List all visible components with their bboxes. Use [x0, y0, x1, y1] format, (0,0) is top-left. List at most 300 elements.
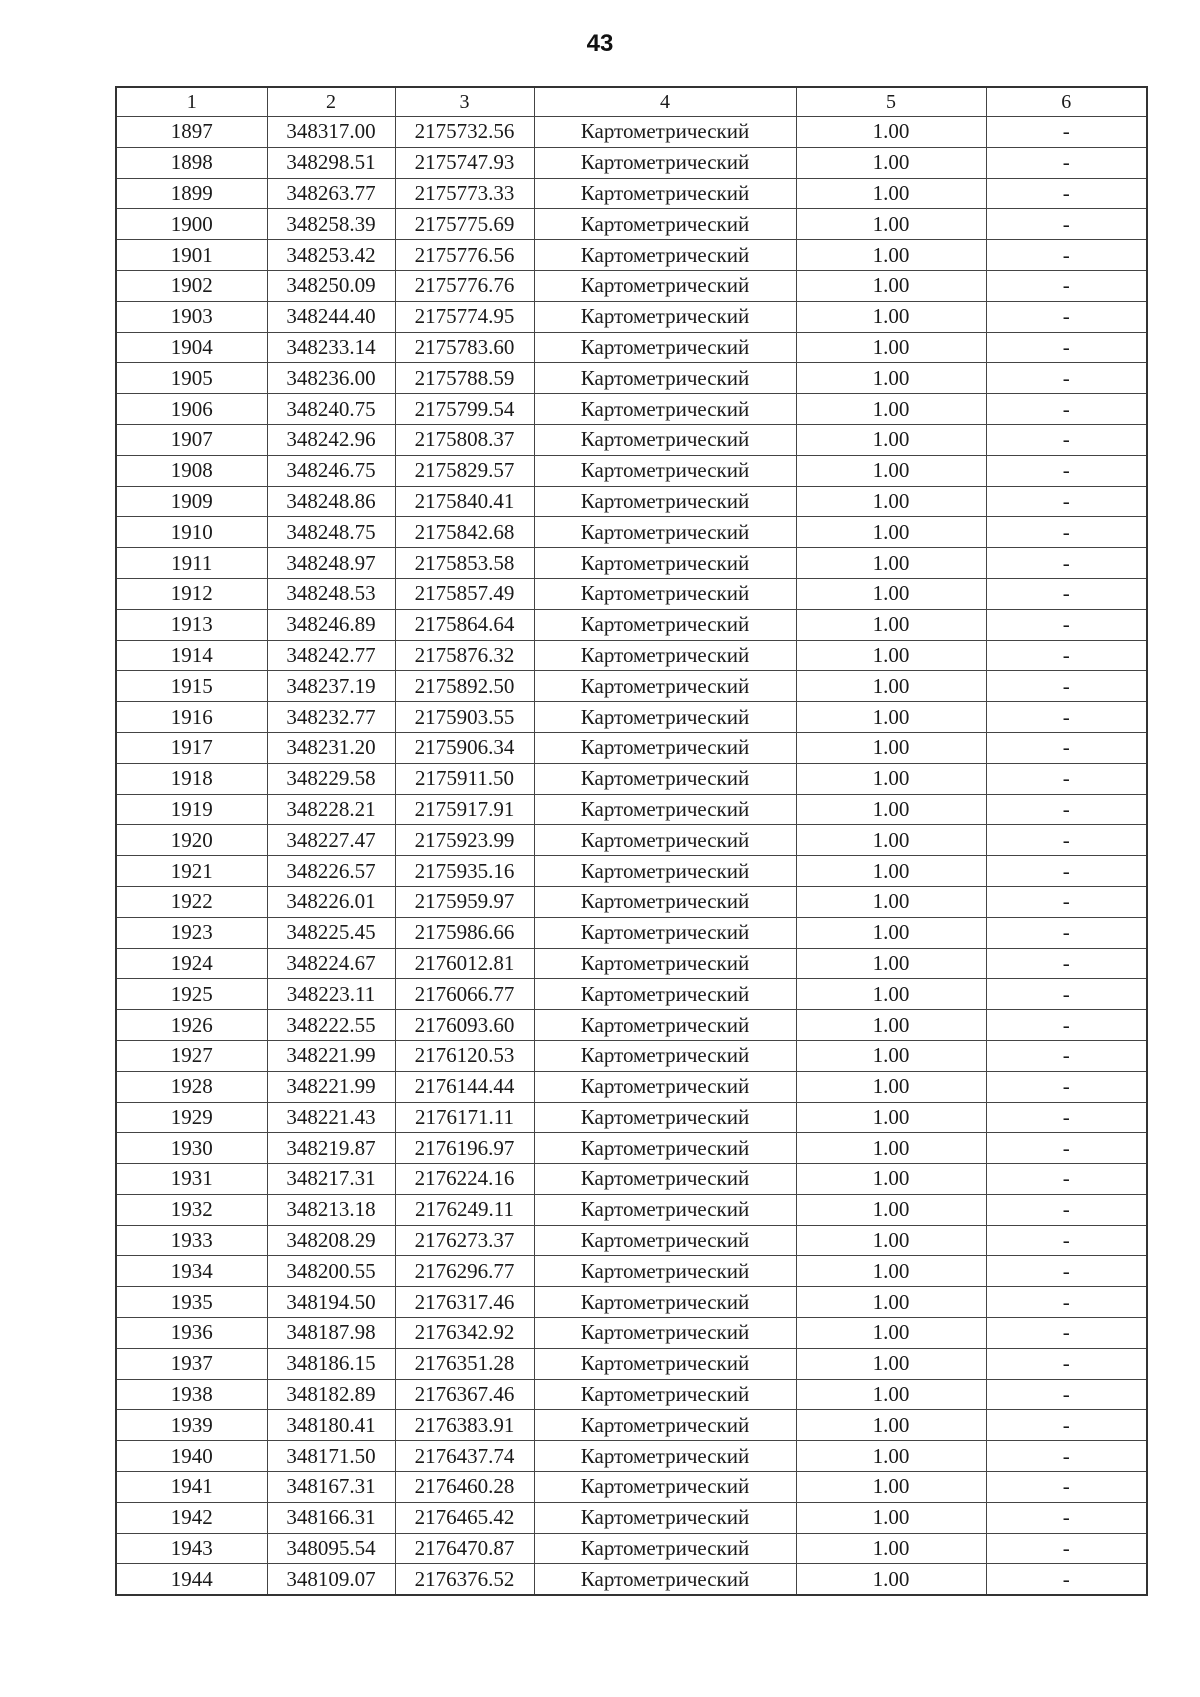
accuracy-cell: 1.00 [796, 1441, 986, 1472]
x-coordinate-cell: 348233.14 [267, 332, 395, 363]
accuracy-cell: 1.00 [796, 147, 986, 178]
method-cell: Картометрический [534, 301, 796, 332]
y-coordinate-cell: 2175799.54 [395, 394, 534, 425]
description-cell: - [986, 979, 1147, 1010]
x-coordinate-cell: 348236.00 [267, 363, 395, 394]
description-cell: - [986, 1472, 1147, 1503]
method-cell: Картометрический [534, 609, 796, 640]
method-cell: Картометрический [534, 1348, 796, 1379]
method-cell: Картометрический [534, 486, 796, 517]
method-cell: Картометрический [534, 1318, 796, 1349]
description-cell: - [986, 455, 1147, 486]
method-cell: Картометрический [534, 117, 796, 148]
accuracy-cell: 1.00 [796, 609, 986, 640]
x-coordinate-cell: 348232.77 [267, 702, 395, 733]
point-number-cell: 1900 [116, 209, 267, 240]
y-coordinate-cell: 2175876.32 [395, 640, 534, 671]
x-coordinate-cell: 348246.75 [267, 455, 395, 486]
x-coordinate-cell: 348171.50 [267, 1441, 395, 1472]
accuracy-cell: 1.00 [796, 640, 986, 671]
y-coordinate-cell: 2176012.81 [395, 948, 534, 979]
method-cell: Картометрический [534, 394, 796, 425]
method-cell: Картометрический [534, 702, 796, 733]
y-coordinate-cell: 2176171.11 [395, 1102, 534, 1133]
point-number-cell: 1926 [116, 1010, 267, 1041]
y-coordinate-cell: 2175783.60 [395, 332, 534, 363]
table-row [116, 578, 1147, 609]
method-cell: Картометрический [534, 1410, 796, 1441]
description-cell: - [986, 1318, 1147, 1349]
method-cell: Картометрический [534, 178, 796, 209]
x-coordinate-cell: 348180.41 [267, 1410, 395, 1441]
description-cell: - [986, 363, 1147, 394]
y-coordinate-cell: 2175903.55 [395, 702, 534, 733]
accuracy-cell: 1.00 [796, 301, 986, 332]
table-row [116, 548, 1147, 579]
table-row [116, 178, 1147, 209]
method-cell: Картометрический [534, 1133, 796, 1164]
method-cell: Картометрический [534, 548, 796, 579]
description-cell: - [986, 209, 1147, 240]
method-cell: Картометрический [534, 578, 796, 609]
accuracy-cell: 1.00 [796, 825, 986, 856]
x-coordinate-cell: 348231.20 [267, 732, 395, 763]
table-row [116, 825, 1147, 856]
method-cell: Картометрический [534, 1225, 796, 1256]
table-row [116, 301, 1147, 332]
table-row [116, 1010, 1147, 1041]
point-number-cell: 1936 [116, 1318, 267, 1349]
method-cell: Картометрический [534, 886, 796, 917]
description-cell: - [986, 671, 1147, 702]
description-cell: - [986, 1010, 1147, 1041]
point-number-cell: 1907 [116, 424, 267, 455]
table-row [116, 147, 1147, 178]
y-coordinate-cell: 2176224.16 [395, 1164, 534, 1195]
point-number-cell: 1913 [116, 609, 267, 640]
point-number-cell: 1928 [116, 1071, 267, 1102]
accuracy-cell: 1.00 [796, 270, 986, 301]
table-row [116, 1102, 1147, 1133]
table-row [116, 394, 1147, 425]
y-coordinate-cell: 2176470.87 [395, 1533, 534, 1564]
accuracy-cell: 1.00 [796, 394, 986, 425]
description-cell: - [986, 578, 1147, 609]
y-coordinate-cell: 2175747.93 [395, 147, 534, 178]
table-row [116, 117, 1147, 148]
x-coordinate-cell: 348219.87 [267, 1133, 395, 1164]
method-cell: Картометрический [534, 794, 796, 825]
y-coordinate-cell: 2176317.46 [395, 1287, 534, 1318]
method-cell: Картометрический [534, 517, 796, 548]
point-number-cell: 1906 [116, 394, 267, 425]
y-coordinate-cell: 2176249.11 [395, 1194, 534, 1225]
accuracy-cell: 1.00 [796, 578, 986, 609]
accuracy-cell: 1.00 [796, 702, 986, 733]
description-cell: - [986, 301, 1147, 332]
method-cell: Картометрический [534, 948, 796, 979]
point-number-cell: 1944 [116, 1564, 267, 1595]
method-cell: Картометрический [534, 1040, 796, 1071]
table-row [116, 979, 1147, 1010]
y-coordinate-cell: 2176342.92 [395, 1318, 534, 1349]
x-coordinate-cell: 348213.18 [267, 1194, 395, 1225]
x-coordinate-cell: 348226.01 [267, 886, 395, 917]
method-cell: Картометрический [534, 1533, 796, 1564]
y-coordinate-cell: 2175906.34 [395, 732, 534, 763]
header-cell-5: 5 [796, 87, 986, 117]
x-coordinate-cell: 348208.29 [267, 1225, 395, 1256]
y-coordinate-cell: 2175829.57 [395, 455, 534, 486]
y-coordinate-cell: 2175935.16 [395, 856, 534, 887]
method-cell: Картометрический [534, 1287, 796, 1318]
table-row [116, 1194, 1147, 1225]
point-number-cell: 1905 [116, 363, 267, 394]
method-cell: Картометрический [534, 147, 796, 178]
point-number-cell: 1901 [116, 240, 267, 271]
point-number-cell: 1920 [116, 825, 267, 856]
y-coordinate-cell: 2176144.44 [395, 1071, 534, 1102]
accuracy-cell: 1.00 [796, 1194, 986, 1225]
point-number-cell: 1917 [116, 732, 267, 763]
table-row [116, 1164, 1147, 1195]
point-number-cell: 1916 [116, 702, 267, 733]
point-number-cell: 1935 [116, 1287, 267, 1318]
accuracy-cell: 1.00 [796, 671, 986, 702]
description-cell: - [986, 1071, 1147, 1102]
method-cell: Картометрический [534, 856, 796, 887]
point-number-cell: 1934 [116, 1256, 267, 1287]
y-coordinate-cell: 2176437.74 [395, 1441, 534, 1472]
description-cell: - [986, 1441, 1147, 1472]
method-cell: Картометрический [534, 240, 796, 271]
table-row [116, 455, 1147, 486]
method-cell: Картометрический [534, 270, 796, 301]
page-number: 43 [586, 30, 614, 57]
point-number-cell: 1923 [116, 917, 267, 948]
description-cell: - [986, 1410, 1147, 1441]
y-coordinate-cell: 2175732.56 [395, 117, 534, 148]
y-coordinate-cell: 2175864.64 [395, 609, 534, 640]
accuracy-cell: 1.00 [796, 363, 986, 394]
x-coordinate-cell: 348167.31 [267, 1472, 395, 1503]
accuracy-cell: 1.00 [796, 1287, 986, 1318]
method-cell: Картометрический [534, 763, 796, 794]
point-number-cell: 1939 [116, 1410, 267, 1441]
description-cell: - [986, 270, 1147, 301]
x-coordinate-cell: 348186.15 [267, 1348, 395, 1379]
method-cell: Картометрический [534, 332, 796, 363]
x-coordinate-cell: 348248.75 [267, 517, 395, 548]
point-number-cell: 1940 [116, 1441, 267, 1472]
description-cell: - [986, 517, 1147, 548]
x-coordinate-cell: 348228.21 [267, 794, 395, 825]
point-number-cell: 1931 [116, 1164, 267, 1195]
table-row [116, 1502, 1147, 1533]
accuracy-cell: 1.00 [796, 886, 986, 917]
table-row [116, 1071, 1147, 1102]
accuracy-cell: 1.00 [796, 424, 986, 455]
x-coordinate-cell: 348095.54 [267, 1533, 395, 1564]
table-row [116, 486, 1147, 517]
description-cell: - [986, 1287, 1147, 1318]
header-cell-3: 3 [395, 87, 534, 117]
accuracy-cell: 1.00 [796, 486, 986, 517]
table-row [116, 702, 1147, 733]
accuracy-cell: 1.00 [796, 548, 986, 579]
accuracy-cell: 1.00 [796, 1533, 986, 1564]
x-coordinate-cell: 348221.99 [267, 1040, 395, 1071]
description-cell: - [986, 1533, 1147, 1564]
description-cell: - [986, 1379, 1147, 1410]
description-cell: - [986, 1133, 1147, 1164]
x-coordinate-cell: 348194.50 [267, 1287, 395, 1318]
description-cell: - [986, 763, 1147, 794]
method-cell: Картометрический [534, 1164, 796, 1195]
method-cell: Картометрический [534, 455, 796, 486]
description-cell: - [986, 1348, 1147, 1379]
point-number-cell: 1899 [116, 178, 267, 209]
accuracy-cell: 1.00 [796, 1410, 986, 1441]
table-row [116, 886, 1147, 917]
coordinates-table [115, 86, 1148, 1596]
table-body [116, 117, 1147, 1596]
y-coordinate-cell: 2175917.91 [395, 794, 534, 825]
table-row [116, 1225, 1147, 1256]
point-number-cell: 1902 [116, 270, 267, 301]
method-cell: Картометрический [534, 209, 796, 240]
table-row [116, 640, 1147, 671]
x-coordinate-cell: 348258.39 [267, 209, 395, 240]
accuracy-cell: 1.00 [796, 1040, 986, 1071]
point-number-cell: 1903 [116, 301, 267, 332]
accuracy-cell: 1.00 [796, 1472, 986, 1503]
accuracy-cell: 1.00 [796, 455, 986, 486]
x-coordinate-cell: 348248.86 [267, 486, 395, 517]
description-cell: - [986, 332, 1147, 363]
method-cell: Картометрический [534, 979, 796, 1010]
x-coordinate-cell: 348298.51 [267, 147, 395, 178]
point-number-cell: 1909 [116, 486, 267, 517]
accuracy-cell: 1.00 [796, 209, 986, 240]
table-row [116, 270, 1147, 301]
point-number-cell: 1918 [116, 763, 267, 794]
accuracy-cell: 1.00 [796, 917, 986, 948]
table-row [116, 609, 1147, 640]
point-number-cell: 1912 [116, 578, 267, 609]
point-number-cell: 1932 [116, 1194, 267, 1225]
description-cell: - [986, 825, 1147, 856]
description-cell: - [986, 1164, 1147, 1195]
y-coordinate-cell: 2175959.97 [395, 886, 534, 917]
point-number-cell: 1924 [116, 948, 267, 979]
y-coordinate-cell: 2175986.66 [395, 917, 534, 948]
accuracy-cell: 1.00 [796, 794, 986, 825]
description-cell: - [986, 424, 1147, 455]
method-cell: Картометрический [534, 917, 796, 948]
description-cell: - [986, 609, 1147, 640]
method-cell: Картометрический [534, 1102, 796, 1133]
description-cell: - [986, 1502, 1147, 1533]
x-coordinate-cell: 348224.67 [267, 948, 395, 979]
x-coordinate-cell: 348221.99 [267, 1071, 395, 1102]
point-number-cell: 1908 [116, 455, 267, 486]
x-coordinate-cell: 348263.77 [267, 178, 395, 209]
description-cell: - [986, 394, 1147, 425]
method-cell: Картометрический [534, 1256, 796, 1287]
table-row [116, 856, 1147, 887]
accuracy-cell: 1.00 [796, 948, 986, 979]
y-coordinate-cell: 2175776.76 [395, 270, 534, 301]
table-row [116, 240, 1147, 271]
description-cell: - [986, 178, 1147, 209]
description-cell: - [986, 948, 1147, 979]
table-row [116, 671, 1147, 702]
point-number-cell: 1933 [116, 1225, 267, 1256]
y-coordinate-cell: 2175776.56 [395, 240, 534, 271]
table-row [116, 794, 1147, 825]
y-coordinate-cell: 2176376.52 [395, 1564, 534, 1595]
y-coordinate-cell: 2176460.28 [395, 1472, 534, 1503]
description-cell: - [986, 147, 1147, 178]
x-coordinate-cell: 348221.43 [267, 1102, 395, 1133]
y-coordinate-cell: 2176296.77 [395, 1256, 534, 1287]
x-coordinate-cell: 348223.11 [267, 979, 395, 1010]
table-row [116, 424, 1147, 455]
method-cell: Картометрический [534, 640, 796, 671]
point-number-cell: 1925 [116, 979, 267, 1010]
header-cell-6: 6 [986, 87, 1147, 117]
point-number-cell: 1937 [116, 1348, 267, 1379]
x-coordinate-cell: 348237.19 [267, 671, 395, 702]
description-cell: - [986, 702, 1147, 733]
x-coordinate-cell: 348166.31 [267, 1502, 395, 1533]
accuracy-cell: 1.00 [796, 763, 986, 794]
point-number-cell: 1915 [116, 671, 267, 702]
x-coordinate-cell: 348244.40 [267, 301, 395, 332]
method-cell: Картометрический [534, 1071, 796, 1102]
point-number-cell: 1922 [116, 886, 267, 917]
table-row [116, 1318, 1147, 1349]
table-row [116, 1348, 1147, 1379]
table-row [116, 1441, 1147, 1472]
accuracy-cell: 1.00 [796, 1010, 986, 1041]
point-number-cell: 1904 [116, 332, 267, 363]
method-cell: Картометрический [534, 363, 796, 394]
y-coordinate-cell: 2176120.53 [395, 1040, 534, 1071]
description-cell: - [986, 1564, 1147, 1595]
x-coordinate-cell: 348240.75 [267, 394, 395, 425]
table-row [116, 1564, 1147, 1595]
x-coordinate-cell: 348227.47 [267, 825, 395, 856]
method-cell: Картометрический [534, 1564, 796, 1595]
x-coordinate-cell: 348242.77 [267, 640, 395, 671]
y-coordinate-cell: 2175775.69 [395, 209, 534, 240]
x-coordinate-cell: 348248.97 [267, 548, 395, 579]
accuracy-cell: 1.00 [796, 1348, 986, 1379]
x-coordinate-cell: 348242.96 [267, 424, 395, 455]
description-cell: - [986, 640, 1147, 671]
point-number-cell: 1898 [116, 147, 267, 178]
y-coordinate-cell: 2175773.33 [395, 178, 534, 209]
x-coordinate-cell: 348229.58 [267, 763, 395, 794]
table-row [116, 363, 1147, 394]
x-coordinate-cell: 348222.55 [267, 1010, 395, 1041]
y-coordinate-cell: 2176465.42 [395, 1502, 534, 1533]
table-row [116, 1472, 1147, 1503]
description-cell: - [986, 1194, 1147, 1225]
table-row [116, 948, 1147, 979]
accuracy-cell: 1.00 [796, 517, 986, 548]
point-number-cell: 1930 [116, 1133, 267, 1164]
accuracy-cell: 1.00 [796, 979, 986, 1010]
table-row [116, 917, 1147, 948]
y-coordinate-cell: 2176273.37 [395, 1225, 534, 1256]
method-cell: Картометрический [534, 1472, 796, 1503]
method-cell: Картометрический [534, 424, 796, 455]
description-cell: - [986, 794, 1147, 825]
method-cell: Картометрический [534, 1194, 796, 1225]
y-coordinate-cell: 2176066.77 [395, 979, 534, 1010]
description-cell: - [986, 117, 1147, 148]
y-coordinate-cell: 2176093.60 [395, 1010, 534, 1041]
x-coordinate-cell: 348182.89 [267, 1379, 395, 1410]
header-row [116, 87, 1147, 117]
y-coordinate-cell: 2176351.28 [395, 1348, 534, 1379]
y-coordinate-cell: 2175840.41 [395, 486, 534, 517]
x-coordinate-cell: 348317.00 [267, 117, 395, 148]
table-row [116, 517, 1147, 548]
table-row [116, 732, 1147, 763]
y-coordinate-cell: 2175911.50 [395, 763, 534, 794]
y-coordinate-cell: 2176367.46 [395, 1379, 534, 1410]
table-row [116, 1410, 1147, 1441]
y-coordinate-cell: 2176383.91 [395, 1410, 534, 1441]
accuracy-cell: 1.00 [796, 332, 986, 363]
description-cell: - [986, 1225, 1147, 1256]
x-coordinate-cell: 348187.98 [267, 1318, 395, 1349]
table-row [116, 763, 1147, 794]
point-number-cell: 1897 [116, 117, 267, 148]
description-cell: - [986, 856, 1147, 887]
y-coordinate-cell: 2175853.58 [395, 548, 534, 579]
description-cell: - [986, 1102, 1147, 1133]
accuracy-cell: 1.00 [796, 1564, 986, 1595]
accuracy-cell: 1.00 [796, 856, 986, 887]
point-number-cell: 1943 [116, 1533, 267, 1564]
point-number-cell: 1910 [116, 517, 267, 548]
table-row [116, 209, 1147, 240]
method-cell: Картометрический [534, 732, 796, 763]
table-row [116, 1287, 1147, 1318]
accuracy-cell: 1.00 [796, 732, 986, 763]
y-coordinate-cell: 2175808.37 [395, 424, 534, 455]
point-number-cell: 1919 [116, 794, 267, 825]
point-number-cell: 1942 [116, 1502, 267, 1533]
accuracy-cell: 1.00 [796, 1102, 986, 1133]
header-cell-4: 4 [534, 87, 796, 117]
method-cell: Картометрический [534, 1010, 796, 1041]
x-coordinate-cell: 348248.53 [267, 578, 395, 609]
x-coordinate-cell: 348246.89 [267, 609, 395, 640]
y-coordinate-cell: 2175857.49 [395, 578, 534, 609]
description-cell: - [986, 732, 1147, 763]
accuracy-cell: 1.00 [796, 1164, 986, 1195]
accuracy-cell: 1.00 [796, 1071, 986, 1102]
accuracy-cell: 1.00 [796, 1318, 986, 1349]
accuracy-cell: 1.00 [796, 1225, 986, 1256]
header-cell-2: 2 [267, 87, 395, 117]
